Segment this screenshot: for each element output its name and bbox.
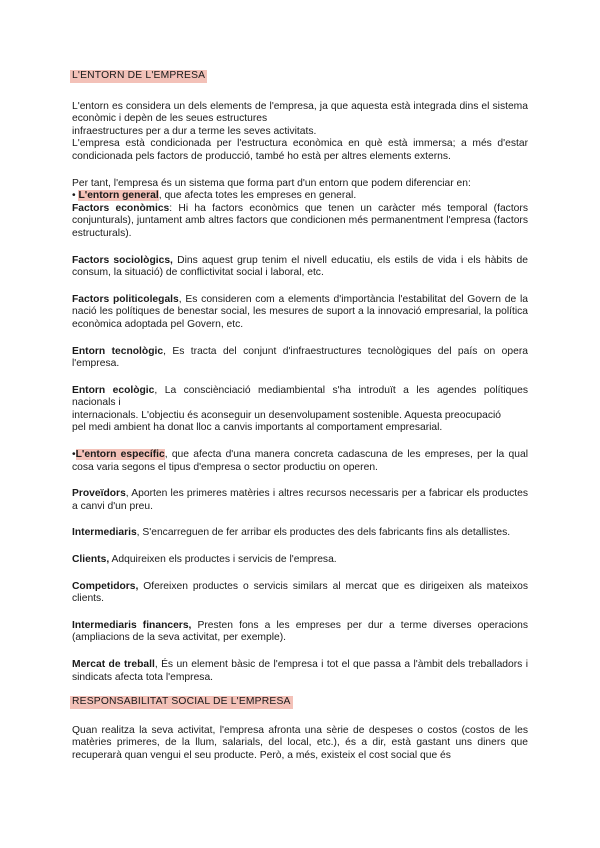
factor-paragraph bbox=[72, 659, 528, 684]
factor-paragraph bbox=[72, 488, 528, 513]
factor-label: Competidors, bbox=[72, 580, 139, 592]
ecologic-paragraph bbox=[72, 385, 528, 435]
intro-line-2: infraestructures per a dur a terme les seves activitats. bbox=[72, 125, 317, 137]
ecologic-line-2: internacionals. L'objectiu és aconseguir un desenvolupament sostenible. Aquesta preocupació bbox=[72, 409, 501, 421]
factor-paragraph bbox=[72, 581, 528, 606]
entorn-especific-label: L'entorn específic bbox=[75, 449, 165, 461]
factor-text: , Es tracta del conjunt d'infraestructures tecnològiques del país on opera l'empresa. bbox=[72, 345, 528, 370]
factor-paragraph bbox=[72, 255, 528, 280]
factor-label: Proveïdors bbox=[72, 488, 126, 500]
factor-label: Clients, bbox=[72, 554, 110, 566]
ecologic-line-1: , La consciènciació mediambiental s'ha introduït a les agendes polítiques nacionals i bbox=[72, 384, 528, 409]
classification-paragraph bbox=[72, 178, 528, 241]
factor-text: Presten fons a les empreses per dur a terme diverses operacions (ampliacions de la seva activitat, per exemple). bbox=[72, 619, 528, 644]
factor-paragraph bbox=[72, 620, 528, 645]
section-heading-entorn: L'ENTORN DE L'EMPRESA bbox=[72, 70, 206, 81]
ecologic-label: Entorn ecològic bbox=[72, 384, 155, 396]
classification-lead: Per tant, l'empresa és un sistema que forma part d'un entorn que podem diferenciar en: bbox=[72, 177, 471, 189]
entorn-general-label: L'entorn general bbox=[78, 190, 159, 202]
bullet: • bbox=[72, 190, 79, 202]
entorn-especific-text: , que afecta d'una manera concreta cadascuna de les empreses, per la qual cosa varia segons el tipus d'empresa o sector productiu on operen. bbox=[72, 449, 528, 473]
factor-text: , És un element bàsic de l'empresa i tot el que passa a l'àmbit dels treballadors i sindicats afecta tota l'empresa. bbox=[72, 659, 528, 683]
intro-paragraph bbox=[72, 101, 528, 164]
document-page bbox=[72, 70, 528, 763]
section-heading-responsabilitat: RESPONSABILITAT SOCIAL DE L'EMPRESA bbox=[72, 696, 291, 708]
factor-text: Ofereixen productes o servicis similars al mercat que es dirigeixen als mateixos clients. bbox=[72, 580, 528, 605]
entorn-general-text: , que afecta totes les empreses en general. bbox=[158, 190, 357, 202]
factor-text: : Hi ha factors econòmics que tenen un caràcter més temporal (factors conjunturals), juntament amb altres factors que condicionen més permanentment l'empresa (factors estructurals). bbox=[72, 202, 528, 239]
factor-label: Factors sociològics, bbox=[72, 254, 173, 266]
intro-line-3: L'empresa està condicionada per l'estructura econòmica en què està immersa; a més d'estar condicionada pels factors de producció, també ho està per altres elements externs. bbox=[72, 138, 528, 162]
closing-paragraph: Quan realitza la seva activitat, l'empresa afronta una sèrie de despeses o costos (costos de les matèries primeres, de la llum, salarials, del local, etc.), és a dir, està gastant uns diners que recuperarà quan vengui el seu producte. Però, a més, existeix el cost social que és bbox=[72, 724, 528, 761]
factor-text: , Aporten les primeres matèries i altres recursos necessaris per a fabricar els productes a canvi d'un preu. bbox=[72, 488, 528, 512]
factor-label: Mercat de treball bbox=[72, 659, 155, 670]
factor-label: Factors politicolegals bbox=[72, 293, 179, 305]
factor-text: Dins aquest grup tenim el nivell educatiu, els estils de vida i els hàbits de consum, la situació) de conflictivitat social i laboral, etc. bbox=[72, 254, 528, 279]
factor-label: Entorn tecnològic bbox=[72, 345, 164, 357]
factor-paragraph bbox=[72, 346, 528, 371]
factor-text: , Es consideren com a elements d'importància l'estabilitat del Govern de la nació les polítiques de benestar social, les mesures de suport a la innovació empresarial, la política econòmica adoptada pel Govern, etc. bbox=[72, 293, 529, 330]
factor-label: Factors econòmics bbox=[72, 202, 170, 214]
ecologic-line-3: pel medi ambient ha donat lloc a canvis importants al comportament empresarial. bbox=[72, 422, 443, 434]
factor-text: Adquireixen els productes i servicis de l'empresa. bbox=[109, 554, 337, 566]
factor-label: Intermediaris financers, bbox=[72, 619, 192, 631]
specific-paragraph bbox=[72, 449, 528, 474]
intro-line-1: L'entorn es considera un dels elements de l'empresa, ja que aquesta està integrada dins el sistema econòmic i depèn de les seues estructures bbox=[72, 100, 528, 125]
factor-paragraph bbox=[72, 294, 528, 332]
factor-label: Intermediaris bbox=[72, 527, 137, 539]
factor-text: , S'encarreguen de fer arribar els productes des dels fabricants fins als detallistes. bbox=[136, 527, 511, 539]
bullet: • bbox=[72, 449, 76, 461]
factor-paragraph bbox=[72, 527, 528, 540]
factor-paragraph bbox=[72, 554, 528, 567]
